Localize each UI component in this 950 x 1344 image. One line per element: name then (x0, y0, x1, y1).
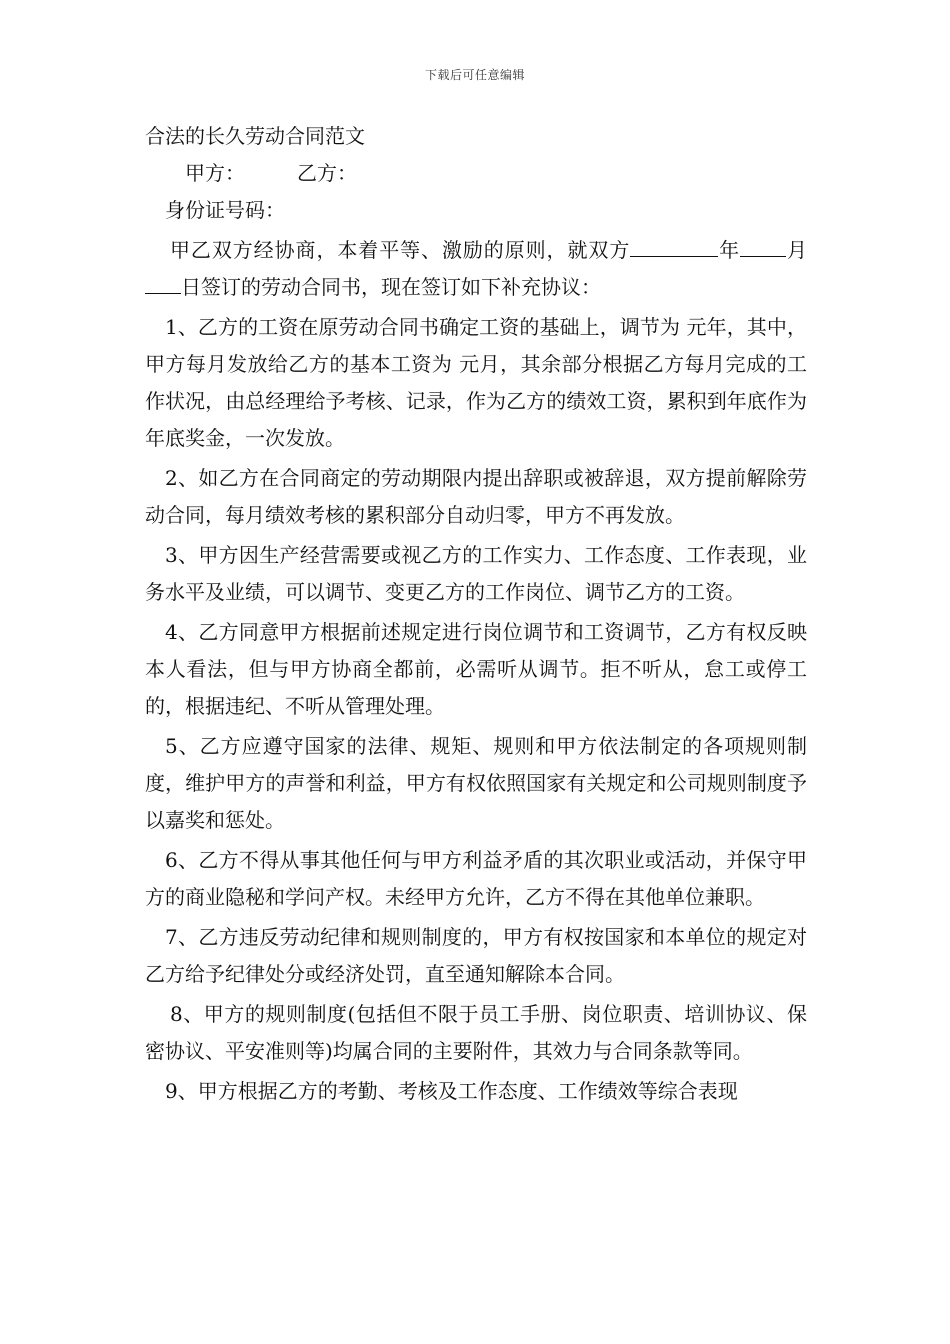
intro-text-part1: 甲乙双方经协商，本着平等、激励的原则，就双方 (170, 238, 631, 262)
intro-paragraph (145, 232, 807, 306)
clause-3: 3、甲方因生产经营需要或视乙方的工作实力、工作态度、工作表现，业务水平及业绩，可以调节、变更乙方的工作岗位、调节乙方的工资。 (145, 543, 807, 604)
clause-9: 9、甲方根据乙方的考勤、考核及工作态度、工作绩效等综合表现 (165, 1079, 738, 1103)
document-title: 合法的长久劳动合同范文 (145, 124, 365, 148)
intro-month-char: 月 (786, 238, 808, 262)
intro-text-part2: 日签订的劳动合同书，现在签订如下补充协议： (181, 275, 601, 299)
clause-5: 5、乙方应遵守国家的法律、规矩、规则和甲方依法制定的各项规则制度，维护甲方的声誉和利益，甲方有权依照国家有关规定和公司规则制度予以嘉奖和惩处。 (145, 734, 807, 832)
intro-year-char: 年 (718, 238, 741, 262)
id-number-label: 身份证号码： (165, 198, 285, 222)
clause-1: 1、乙方的工资在原劳动合同书确定工资的基础上，调节为 元年，其中，甲方每月发放给乙方的基本工资为 元月，其余部分根据乙方每月完成的工作状况，由总经理给予考核、记录，作为乙方的绩效工资，累积到年底作为年底奖金，一次发放。 (145, 315, 807, 450)
clause-2: 2、如乙方在合同商定的劳动期限内提出辞职或被辞退，双方提前解除劳动合同，每月绩效考核的累积部分自动归零，甲方不再发放。 (145, 466, 807, 527)
page-header-note: 下载后可任意编辑 (424, 68, 525, 82)
party-row (145, 155, 807, 192)
day-blank (145, 271, 181, 294)
clause-4: 4、乙方同意甲方根据前述规定进行岗位调节和工资调节，乙方有权反映本人看法，但与甲方协商全都前，必需听从调节。拒不听从，怠工或停工的，根据违纪、不听从管理处理。 (145, 620, 807, 718)
party-a-label: 甲方： (185, 161, 245, 185)
month-blank-a (740, 234, 772, 257)
year-blank (630, 234, 718, 257)
clause-7: 7、乙方违反劳动纪律和规则制度的，甲方有权按国家和本单位的规定对乙方给予纪律处分或经济处罚，直至通知解除本合同。 (145, 925, 807, 986)
month-blank-b (772, 234, 786, 257)
clause-6: 6、乙方不得从事其他任何与甲方利益矛盾的其次职业或活动，并保守甲方的商业隐秘和学问产权。未经甲方允许，乙方不得在其他单位兼职。 (145, 848, 807, 909)
document-body (145, 118, 807, 1110)
clause-8: 8、甲方的规则制度(包括但不限于员工手册、岗位职责、培训协议、保密协议、平安准则等)均属合同的主要附件，其效力与合同条款等同。 (145, 1002, 807, 1063)
party-b-label: 乙方： (297, 161, 357, 185)
